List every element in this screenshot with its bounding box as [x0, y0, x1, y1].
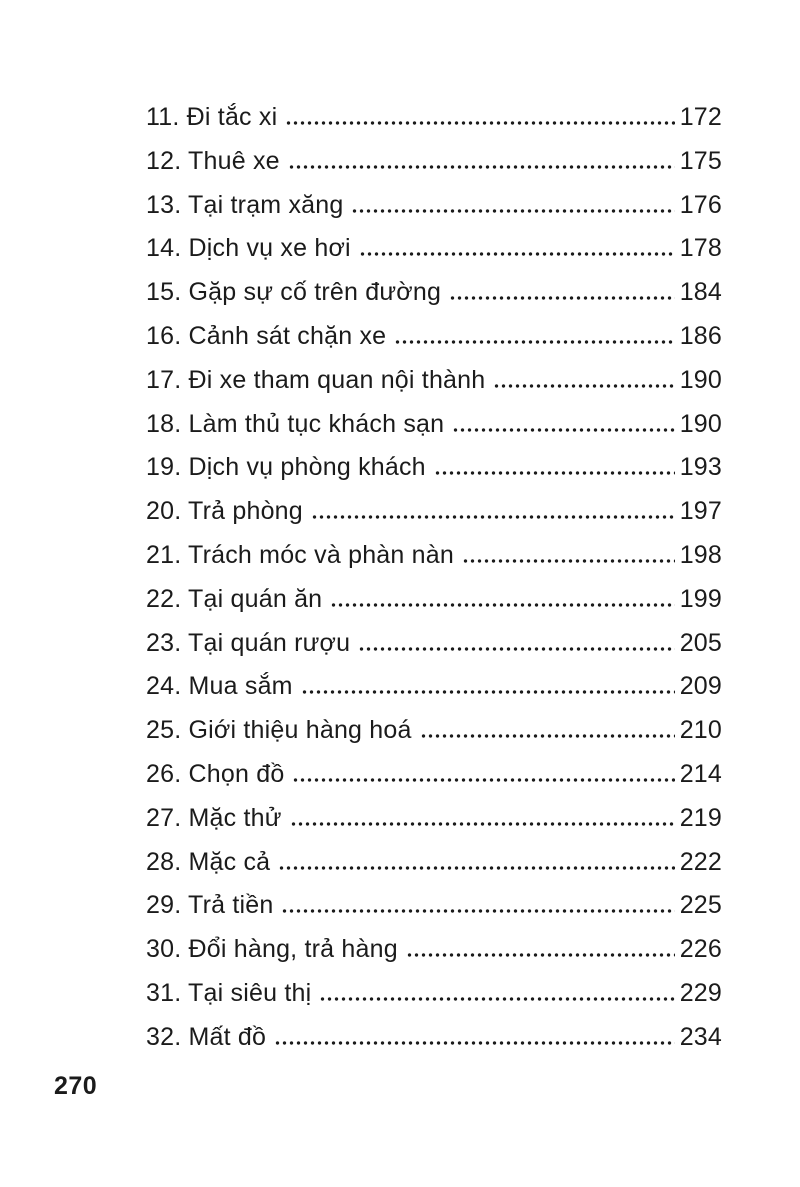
dot-leader [452, 428, 674, 432]
dot-leader [285, 121, 674, 125]
toc-entry [146, 709, 722, 753]
toc-entry [146, 271, 722, 315]
toc-entry-label: 25. Giới thiệu hàng hoá [146, 716, 412, 745]
toc-entry-page: 190 [679, 365, 722, 394]
toc-entry-label: 31. Tại siêu thị [146, 978, 312, 1007]
dot-leader [358, 647, 674, 651]
toc-entry [146, 841, 722, 885]
dot-leader [330, 603, 674, 607]
dot-leader [394, 340, 674, 344]
toc-entry [146, 1016, 722, 1060]
toc-entry-page: 222 [679, 847, 722, 876]
dot-leader [434, 471, 675, 475]
toc-entry-label: 26. Chọn đồ [146, 759, 285, 788]
toc-entry-label: 11. Đi tắc xi [146, 103, 278, 131]
toc-entry [146, 622, 722, 666]
toc-entry [146, 972, 722, 1016]
toc-entry [146, 96, 722, 140]
dot-leader [351, 209, 674, 213]
toc-entry [146, 797, 722, 841]
toc-entry-label: 16. Cảnh sát chặn xe [146, 321, 387, 350]
dot-leader [406, 953, 675, 957]
toc-list [146, 96, 722, 1060]
toc-entry-page: 198 [679, 540, 722, 569]
toc-entry-page: 175 [679, 146, 722, 175]
toc-entry-page: 226 [679, 935, 722, 964]
toc-entry-page: 225 [679, 891, 722, 920]
toc-entry-page: 205 [679, 628, 722, 657]
toc-entry-page: 209 [679, 672, 722, 701]
dot-leader [462, 559, 675, 563]
toc-entry [146, 184, 722, 228]
toc-entry-page: 197 [679, 497, 722, 526]
dot-leader [493, 384, 674, 388]
toc-entry-label: 12. Thuê xe [146, 146, 280, 175]
toc-entry [146, 753, 722, 797]
dot-leader [449, 296, 675, 300]
dot-leader [319, 997, 674, 1001]
toc-entry [146, 490, 722, 534]
toc-entry [146, 928, 722, 972]
toc-entry-page: 193 [679, 453, 722, 482]
dot-leader [281, 909, 674, 913]
toc-entry-page: 229 [679, 978, 722, 1007]
toc-entry-label: 27. Mặc thử [146, 803, 282, 832]
toc-entry-page: 186 [679, 321, 722, 350]
footer-page-number: 270 [54, 1072, 98, 1100]
toc-entry-label: 22. Tại quán ăn [146, 584, 323, 613]
toc-entry [146, 578, 722, 622]
toc-entry [146, 534, 722, 578]
toc-entry-label: 19. Dịch vụ phòng khách [146, 453, 426, 482]
toc-entry-page: 190 [679, 409, 722, 438]
toc-entry [146, 884, 722, 928]
toc-entry-page: 176 [679, 190, 722, 219]
toc-entry [146, 403, 722, 447]
toc-entry [146, 446, 722, 490]
toc-entry-label: 17. Đi xe tham quan nội thành [146, 365, 486, 394]
toc-entry-label: 29. Trả tiền [146, 891, 274, 920]
toc-entry-label: 24. Mua sắm [146, 672, 293, 701]
toc-entry-page: 172 [679, 103, 722, 131]
dot-leader [278, 866, 674, 870]
dot-leader [274, 1041, 675, 1045]
dot-leader [359, 252, 675, 256]
dot-leader [301, 690, 675, 694]
toc-entry-label: 14. Dịch vụ xe hơi [146, 234, 351, 263]
dot-leader [290, 822, 675, 826]
toc-entry-label: 21. Trách móc và phàn nàn [146, 540, 454, 569]
toc-entry [146, 227, 722, 271]
toc-entry [146, 140, 722, 184]
dot-leader [420, 734, 675, 738]
dot-leader [288, 165, 675, 169]
toc-entry-page: 199 [679, 584, 722, 613]
toc-entry-page: 184 [679, 278, 722, 307]
toc-entry-label: 20. Trả phòng [146, 497, 303, 526]
toc-entry-label: 32. Mất đồ [146, 1022, 267, 1051]
toc-entry-page: 219 [679, 803, 722, 832]
dot-leader [292, 778, 674, 782]
toc-entry [146, 315, 722, 359]
dot-leader [311, 515, 675, 519]
toc-entry-page: 210 [679, 716, 722, 745]
toc-entry-label: 15. Gặp sự cố trên đường [146, 278, 442, 307]
toc-entry-page: 178 [679, 234, 722, 263]
toc-entry [146, 665, 722, 709]
toc-entry-label: 30. Đổi hàng, trả hàng [146, 935, 398, 964]
toc-entry-page: 234 [679, 1022, 722, 1051]
toc-entry-label: 28. Mặc cả [146, 847, 271, 876]
toc-entry-label: 23. Tại quán rượu [146, 628, 351, 657]
toc-entry-label: 13. Tại trạm xăng [146, 190, 344, 219]
toc-entry [146, 359, 722, 403]
toc-entry-label: 18. Làm thủ tục khách sạn [146, 409, 445, 438]
toc-entry-page: 214 [679, 759, 722, 788]
